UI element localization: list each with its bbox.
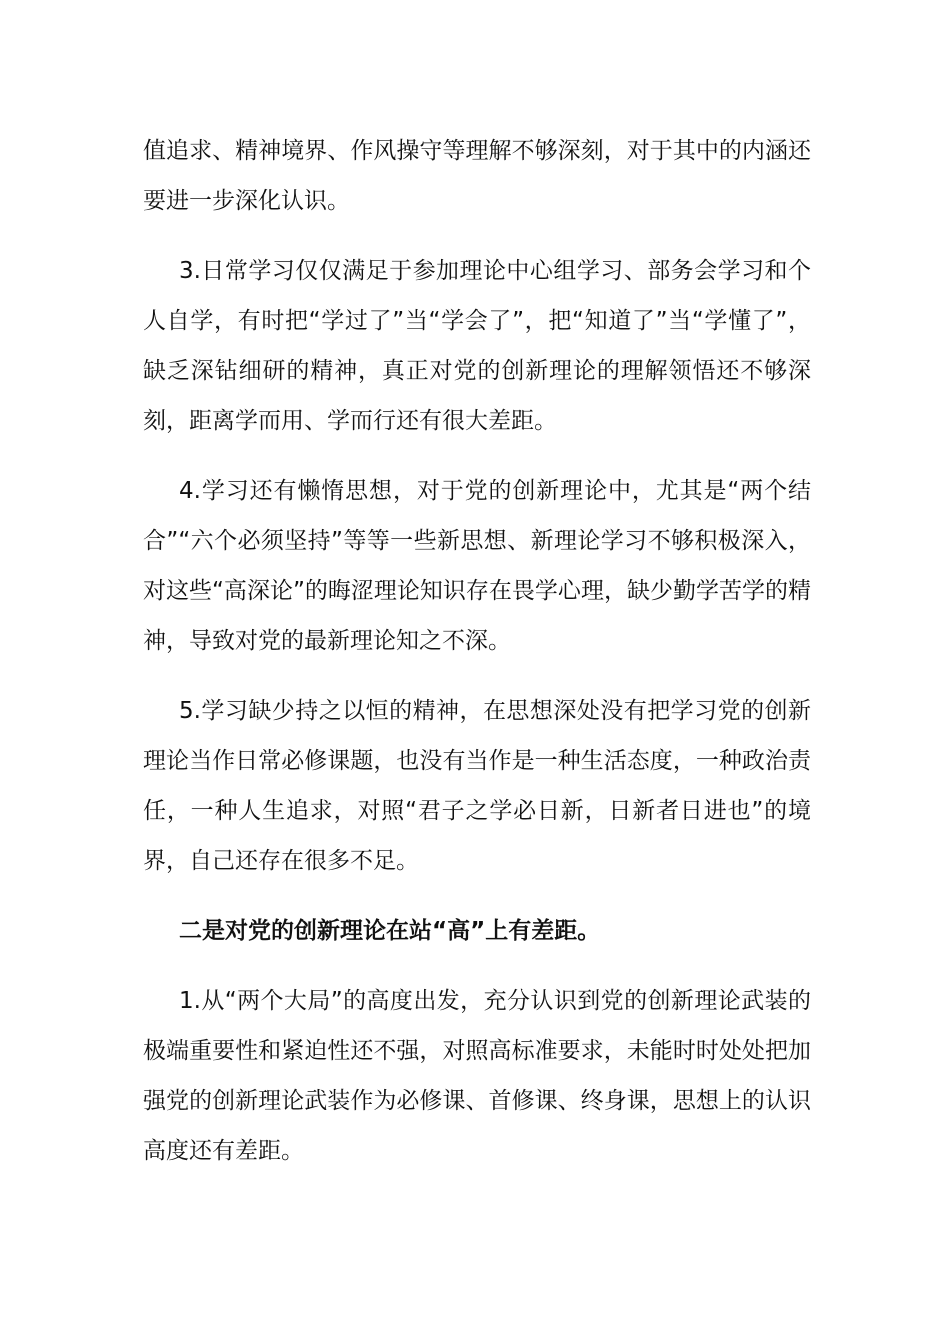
paragraph-spacer: [143, 666, 811, 686]
paragraph-spacer: [143, 446, 811, 466]
paragraph-item-5: 5.学习缺少持之以恒的精神，在思想深处没有把学习党的创新理论当作日常必修课题，也没有当作是一种生活态度，一种政治责任，一种人生追求，对照“君子之学必日新，日新者日进也”的境界，自己还存在很多不足。: [143, 698, 811, 874]
paragraph-spacer: [143, 956, 811, 976]
section-heading: 二是对党的创新理论在站“高”上有差距。: [179, 918, 601, 944]
paragraph-item-4: 4.学习还有懒惰思想，对于党的创新理论中，尤其是“两个结合”“六个必须坚持”等等一些新思想、新理论学习不够积极深入，对这些“高深论”的晦涩理论知识存在畏学心理，缺少勤学苦学的精神，导致对党的最新理论知之不深。: [143, 478, 811, 654]
paragraph-spacer: [143, 886, 811, 906]
document-body: [143, 126, 811, 1176]
paragraph-spacer: [143, 226, 811, 246]
paragraph-item-1: 1.从“两个大局”的高度出发，充分认识到党的创新理论武装的极端重要性和紧迫性还不强，对照高标准要求，未能时时处处把加强党的创新理论武装作为必修课、首修课、终身课，思想上的认识高度还有差距。: [143, 988, 811, 1164]
paragraph-item-3: 3.日常学习仅仅满足于参加理论中心组学习、部务会学习和个人自学，有时把“学过了”当“学会了”，把“知道了”当“学懂了”，缺乏深钻细研的精神，真正对党的创新理论的理解领悟还不够深刻，距离学而用、学而行还有很大差距。: [143, 258, 811, 434]
paragraph-continuation: 值追求、精神境界、作风操守等理解不够深刻，对于其中的内涵还要进一步深化认识。: [143, 138, 811, 214]
